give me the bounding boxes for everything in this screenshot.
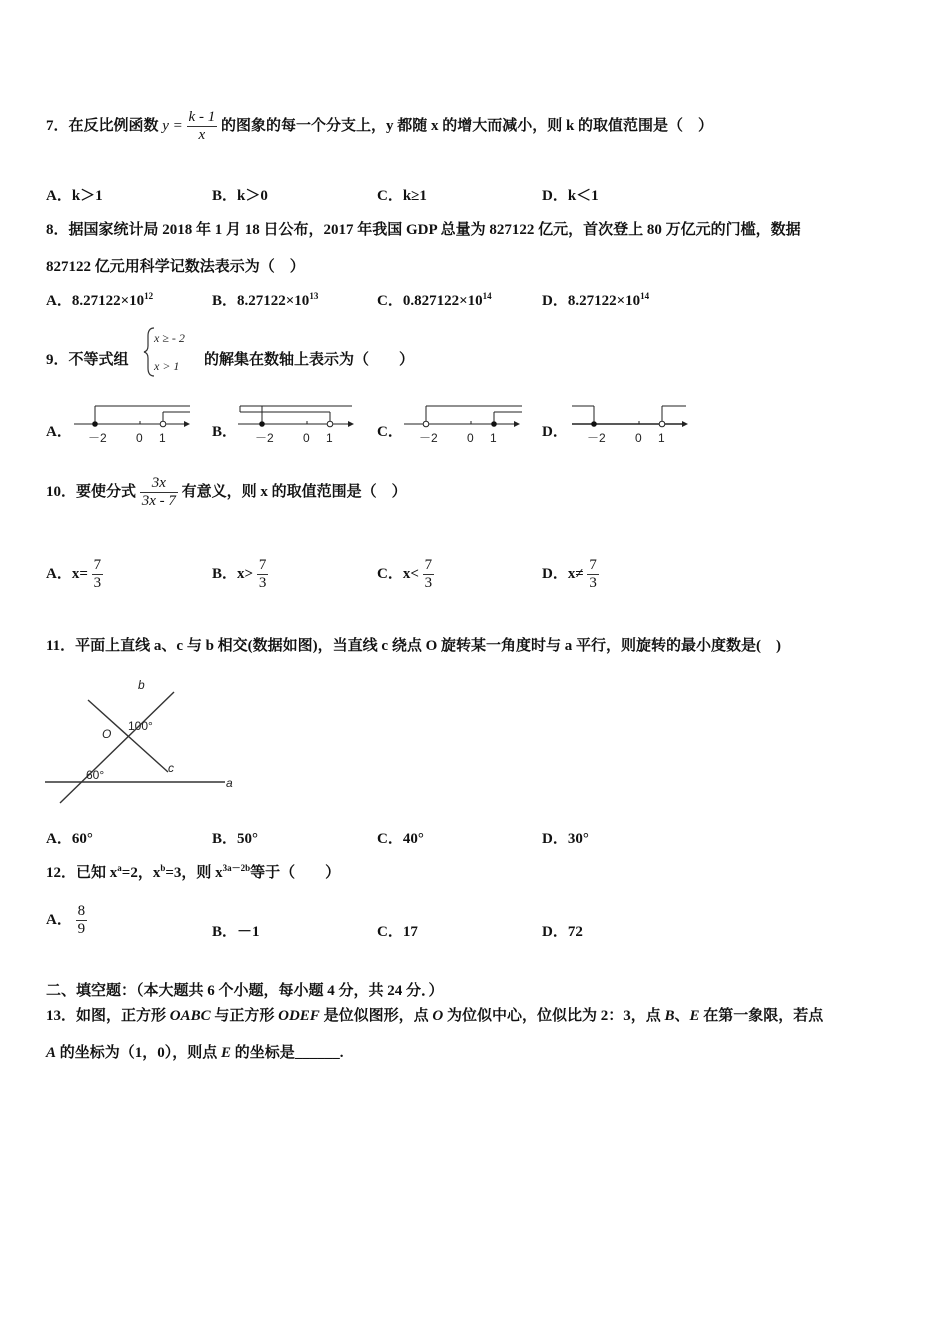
q7-option-b: B．k＞0	[212, 188, 268, 204]
q7-frac-den: x	[187, 126, 218, 144]
svg-text:1: 1	[326, 431, 333, 445]
q8-option-a: A．$8.27122\times 10^{12}$	[46, 291, 154, 309]
label-b: b	[138, 678, 145, 692]
q12-option-d: D．72	[542, 924, 583, 940]
svg-text:0: 0	[467, 431, 474, 445]
q13-line1: 13．如图，正方形 OABC 与正方形 ODEF 是位似图形，点 O 为位似中心，位似比为 2：3，点 B、E 在第一象限，若点	[46, 1008, 824, 1024]
q12-option-a: A． $\frac{8}{9}$	[46, 903, 86, 938]
q9-number-line-a	[70, 402, 194, 448]
label-c: c	[168, 761, 174, 775]
line-b	[60, 692, 174, 803]
svg-text:－2: －2	[419, 431, 438, 445]
q9-number-line-b	[234, 402, 358, 448]
q13-line2: A 的坐标为（1，0），则点 E 的坐标是______.	[46, 1045, 344, 1061]
q8-option-b: B．$8.27122\times 10^{13}$	[212, 291, 319, 309]
svg-text:－2: －2	[255, 431, 274, 445]
svg-text:0: 0	[136, 431, 143, 445]
q7-frac-num: k - 1	[188, 109, 216, 126]
point-minus2-solid	[92, 421, 98, 427]
q9-number-line-c	[400, 402, 524, 448]
q11-stem: 11．平面上直线 a、c 与 b 相交(数据如图)，当直线 c 绕点 O 旋转某一角度时与 a 平行，则旋转的最小度数是( )	[46, 638, 781, 654]
q9-prefix: 9．不等式组	[46, 352, 129, 368]
line-c	[88, 700, 168, 772]
section-2-title: 二、填空题：（本大题共 6 个小题，每小题 4 分，共 24 分．）	[46, 983, 444, 999]
q7-lhs: y =	[162, 118, 183, 134]
q9-ineq-2: x > 1	[154, 359, 180, 373]
svg-text:－2: －2	[587, 431, 606, 445]
q8-option-c: C．$0.827122\times 10^{14}$	[377, 291, 492, 309]
q9-option-d-label: D．	[542, 424, 568, 440]
q10-option-c: C．x< $\frac{7}{3}$	[377, 557, 433, 592]
q9-option-c-label: C．	[377, 424, 403, 440]
svg-text:－2: －2	[88, 431, 107, 445]
svg-text:1: 1	[490, 431, 497, 445]
q10-option-a: A．x= $\frac{7}{3}$	[46, 557, 102, 592]
q9-suffix: 的解集在数轴上表示为（ ）	[204, 352, 415, 368]
q10-frac-num: 3x	[151, 475, 166, 492]
q12-stem: 12．已知 $x^a=2$，$x^b=3$，则 $x^{3a-2b}$等于（ ）	[46, 863, 341, 881]
svg-text:1: 1	[658, 431, 665, 445]
q8-line2: 827122 亿元用科学记数法表示为（ ）	[46, 259, 305, 275]
q10-stem	[46, 474, 407, 510]
q7-option-d: D．k＜1	[542, 188, 599, 204]
q7-fraction	[187, 109, 218, 144]
q9-inequality-system	[142, 324, 202, 380]
q10-suffix: 有意义，则 x 的取值范围是（ ）	[181, 484, 407, 500]
q11-option-d: D．30°	[542, 831, 589, 847]
q10-prefix: 10．要使分式	[46, 484, 137, 500]
q11-option-c: C．40°	[377, 831, 424, 847]
q12-option-b: B．－1	[212, 924, 260, 940]
q8-line1: 8．据国家统计局 2018 年 1 月 18 日公布，2017 年我国 GDP 总量为 827122 亿元，首次登上 80 万亿元的门槛，数据	[46, 222, 801, 238]
q9-option-a-label: A．	[46, 424, 72, 440]
q10-frac-den: 3x - 7	[141, 493, 176, 510]
q11-option-b: B．50°	[212, 831, 259, 847]
q7-prefix: 7．在反比例函数	[46, 118, 159, 134]
q9-number-line-d	[568, 402, 692, 448]
svg-text:0: 0	[635, 431, 642, 445]
q10-option-d: D．x≠ $\frac{7}{3}$	[542, 557, 597, 592]
q12-option-c: C．17	[377, 924, 418, 940]
q7-suffix: 的图象的每一个分支上，y 都随 x 的增大而减小，则 k 的取值范围是（ ）	[220, 118, 714, 134]
q7-option-c: C．k≥1	[377, 188, 427, 204]
q7-stem	[46, 108, 713, 144]
q7-option-a: A．k＞1	[46, 188, 103, 204]
q11-figure	[40, 672, 250, 812]
q11-option-a: A．60°	[46, 831, 93, 847]
q9-option-b-label: B．	[212, 424, 238, 440]
q9-brace-icon	[144, 328, 154, 376]
angle-60: 60°	[86, 768, 105, 782]
svg-text:0: 0	[303, 431, 310, 445]
point-1-open	[160, 421, 166, 427]
q10-fraction	[140, 475, 178, 510]
q9-ineq-1: x ≥ - 2	[154, 331, 185, 345]
q8-option-d: D．$8.27122\times 10^{14}$	[542, 291, 650, 309]
svg-text:1: 1	[159, 431, 166, 445]
label-o: O	[102, 727, 112, 741]
angle-100: 100°	[128, 719, 153, 733]
q10-option-b: B．x> $\frac{7}{3}$	[212, 557, 267, 592]
label-a: a	[226, 776, 233, 790]
